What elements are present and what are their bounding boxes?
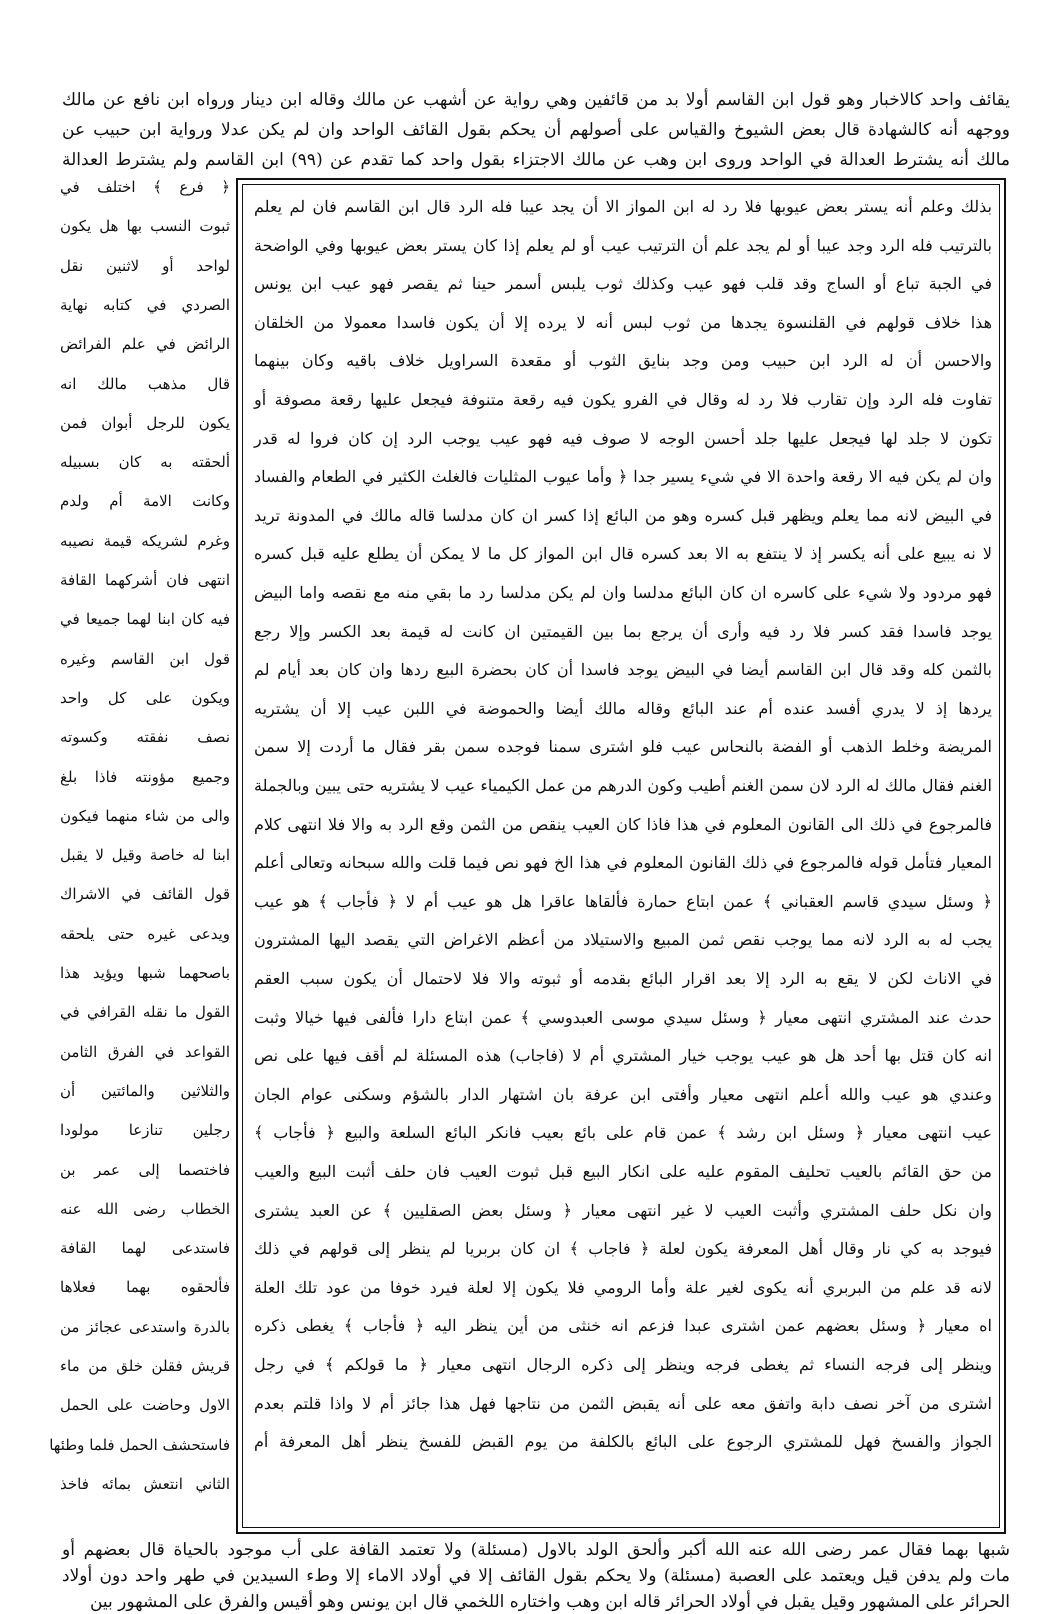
- commentary-line: وعندي هو عيب والله أعلم انتهى معيار وأفتى ابن عرفة بان اشتهار الدار بالشؤم وسكنى عوام الجان: [254, 1084, 992, 1104]
- commentary-line: ﴿ وسئل سيدي قاسم العقباني ﴾ عمن ابتاع حمارة فألقاها عاقرا هل هو عيب أم لا ﴿ فأجاب ﴾ هو عيب: [254, 891, 992, 911]
- margin-line: قول ابن القاسم وغيره: [60, 649, 230, 668]
- commentary-line: عيب انتهى معيار ﴿ وسئل ابن رشد ﴾ عمن قام على بائع بعيب فانكر البائع السلعة والبيع ﴿ فأجاب ﴾: [254, 1123, 992, 1143]
- margin-line: ألحقته به كان بسبيله: [60, 453, 230, 472]
- margin-line: ثبوت النسب بها هل يكون: [60, 217, 230, 236]
- commentary-line: فالمرجوع في ذلك الى القانون المعلوم في هذا فاذا كان العيب ينقص من الثمن وقع الرد به والا فلا انتهى كلام: [254, 814, 993, 834]
- margin-line: يكون للرجل أبوان فمن: [60, 413, 230, 432]
- margin-line: والثلاثين والمائتين أن: [60, 1081, 230, 1100]
- margin-line: الصردي في كتابه نهاية: [60, 295, 230, 314]
- commentary-line: وان نكل حلف المشتري وأثبت العيب لا غير انتهى معيار ﴿ وسئل بعض الصقليين ﴾ عن العبد يشترى: [254, 1200, 993, 1220]
- commentary-line: لا نه يبيع على أنه يكسر إذ لا ينتفع به الا بعد كسره قال ابن المواز كل ما لا يمكن أن يطلع عليه قبل كسره: [254, 544, 992, 564]
- top-text-line-1: يقائف واحد كالاخبار وهو قول ابن القاسم أولا بد من قائفين وهي رواية عن أشهب عن مالك وقاله ابن دينار ورواه ابن نافع عن مالك: [62, 90, 1010, 110]
- commentary-line: اشترى من آخر نصف دابة واتفق معه على أنه يقبض الثمن من نتاجها فهل هذا جائز أم لا واذا قلتم بعدم: [254, 1393, 992, 1413]
- margin-line: رجلين تنازعا مولودا: [60, 1121, 230, 1140]
- top-text-line-2: ووجهه أنه كالشهادة قال بعض الشيوخ والقياس على أصولهم أن يحكم بقول القائف الواحد وان لم يكن عدلا ورواية ابن حبيب عن: [62, 120, 1010, 140]
- margin-line: قول القائف في الاشراك: [60, 885, 230, 904]
- commentary-line: هذا خلاف قولهم في القلنسوة يجدها من ثوب لبس أنه لا يرده إلا أن يكون فاسدا معمولا من الخلقان: [254, 312, 993, 332]
- commentary-line: يجب له به الرد لانه مما يوجب نقص ثمن المبيع والاستيلاد من أعظم الاغراض التي يقصد اليها المشترون: [254, 930, 993, 950]
- bottom-text-line-1: شبها بهما فقال عمر رضى الله عنه الله أكبر وألحق الولد بالاول (مسئلة) ولا تعتمد القافة على أب موجود بالحياة قال بعضهم أو: [62, 1540, 1010, 1560]
- margin-line: انتهى فان أشركهما القافة: [60, 571, 230, 589]
- commentary-line: وينظر إلى فرجه النساء ثم يغطى فرجه وينظر إلى ذكره الرجال انتهى معيار ﴿ ما قولكم ﴾ في رجل: [254, 1355, 992, 1374]
- margin-line: الرائض في علم الفرائض: [60, 335, 230, 354]
- commentary-line: فهو مردود ولا شيء على كاسره ان كان البائع مدلسا وان لم يكن مدلسا رد ما بقي منه مع نقصه واما البيض: [254, 583, 993, 602]
- margin-line: والى من شاء منهما فيكون: [60, 806, 230, 825]
- margin-line: فاستحشف الحمل فلما وطئها: [49, 1435, 230, 1454]
- commentary-line: بذلك وعلم أنه يستر بعض عيوبها فلا رد له ابن المواز الا أن يجد عيبا فله الرد قال ابن القاسم فان لم يعلم: [254, 197, 992, 216]
- top-text-line-3: مالك أنه يشترط العدالة في الواحد وروى ابن وهب عن مالك الاجتزاء بقول واحد كما تقدم عن (٩٩) ابن القاسم ولم يشترط العدالة: [62, 150, 1010, 170]
- commentary-line: فيوجد به كي نار وقال أهل المعرفة يكون لعلة ﴿ فاجاب ﴾ ان كان بربريا لم ينظر إلى قولهم في ذلك: [254, 1239, 992, 1259]
- margin-line: الاول وحاضت على الحمل: [60, 1396, 230, 1415]
- margin-line: فألحقوه بهما فعلاها: [60, 1278, 230, 1297]
- commentary-line: في الاناث لكن لا يقع به الرد إلا بعد اقرار البائع بقدمه أو ثبوته والا فلا لاحتمال أن يكون سبب العقم: [254, 969, 992, 988]
- commentary-line: لانه قد علم من البربري أنه يكوى لغير علة وأما الرومي فلا يكون إلا لعلة فيرد خوفا من عود تلك العلة: [254, 1277, 992, 1297]
- commentary-line: بالثمن كله وقد قال ابن القاسم أيضا في البيض يوجد فاسدا أن كان بحضرة البيع ردها وان كان بعد أيام لم: [254, 660, 992, 680]
- margin-line: القواعد في الفرق الثامن: [60, 1042, 230, 1061]
- margin-line: وجميع مؤونته فاذا بلغ: [60, 767, 230, 786]
- commentary-line: في البيض لانه مما يعلم ويظهر قبل كسره وهو من البائع إذا كسر ان كان مدلسا قاله مالك في المدونة تريد: [254, 505, 992, 525]
- commentary-line: تكون لا جلد لها فيجعل عليها جلد أحسن الوجه لا صوف فيه فهو عيب يوجب الرد إن كان فروا له قدر: [254, 428, 992, 448]
- commentary-line: تفاوت فله الرد وإن تقارب فلا رد له وقال في الفرو يكون فيه رقعة متنوفة فيجعل عليها رقعة مصوفة أو: [254, 390, 992, 409]
- margin-line: فاختصما إلى عمر بن: [60, 1160, 230, 1179]
- commentary-line: الجواز والفسخ فهل للمشتري الرجوع على البائع بالكلفة من يوم القبض للفسخ ينظر أهل المعرفة أم: [254, 1432, 992, 1452]
- commentary-line: وان لم يكن فيه الا رقعة واحدة الا في شيء يسير جدا ﴿ وأما عيوب المثليات فالغلث الكثير في الطعام والفساد: [254, 467, 992, 487]
- margin-line: لواحد أو لاثنين نقل: [60, 256, 230, 275]
- commentary-line: حدث عند المشتري انتهى معيار ﴿ وسئل سيدي موسى العبدوسي ﴾ عمن ابتاع دارا فألفى فيها خيالا وثبت: [254, 1007, 992, 1027]
- commentary-line: اه معيار ﴿ وسئل بعضهم عمن اشترى عبدا فزعم انه خنثى من أين ينظر اليه ﴿ فأجاب ﴾ يغطى ذكره: [254, 1316, 992, 1336]
- margin-line: ﴿ فرع ﴾ اختلف في: [60, 178, 230, 196]
- commentary-line: المريضة وخلط الذهب أو الفضة بالنحاس عيب فلو اشترى سمنا فوجده سمن بقر فقال ما أردت إلا سمن: [254, 737, 992, 757]
- margin-line: ابنا له خاصة وقيل لا يقبل: [60, 846, 230, 865]
- commentary-line: من حق القائم بالعيب تحليف المقوم عليه على انكار البيع قبل ثبوت العيب فان حلف أثبت البيع والعيب: [254, 1162, 992, 1181]
- margin-line: باصحهما شبها ويؤيد هذا: [60, 964, 230, 982]
- commentary-line: يوجد فاسدا فقد كسر فلا رد فيه وأرى أن يرجع بما بين القيمتين ان كانت له قيمة بعد الكسر وإلا رجع: [254, 621, 993, 641]
- commentary-line: انه كان قتل بها أحد هل هو عيب يوجب خيار المشتري أم لا (فاجاب) هذه المسئلة لم أقف فيها على نص: [254, 1046, 992, 1066]
- margin-line: الخطاب رضى الله عنه: [60, 1199, 230, 1218]
- commentary-line: المعيار فتأمل قوله فالمرجوع في ذلك القانون المعلوم في هذا الخ فهو نص فيما قلت والله سبحانه وتعالى أعلم: [254, 853, 992, 873]
- commentary-line: الغنم فقال مالك له الرد لان سمن الغنم أطيب وكون الدرهم من عمل الكيمياء عيب لا يشتريه حتى يبين وبالجملة: [254, 776, 992, 795]
- commentary-line: يردها إذ لا يدري أفسد عنده أم عند البائع وقاله مالك أيضا والحموضة في اللبن عيب إلا أن يشتريه: [254, 698, 993, 718]
- bottom-text-line-2: مات ولم يدفن قيل ويعتمد على العصبة (مسئلة) ولا يحكم بقول القائف إلا في أولاد الاماء إلا وطء السيدين في طهر واحد دون أولاد: [62, 1566, 1010, 1586]
- margin-line: قال مذهب مالك انه: [60, 374, 230, 393]
- margin-line: بالدرة واستدعى عجائز من: [60, 1317, 230, 1336]
- margin-line: وغرم لشريكه قيمة نصيبه: [60, 531, 230, 550]
- bottom-text-line-3: الحرائر على المشهور وقيل يقبل في أولاد الحرائر قاله ابن وهب واختاره اللخمي قال ابن يونس وهو أقيس والفرق على المشهور بين: [89, 1592, 1010, 1612]
- margin-line: وكانت الامة أم ولدم: [60, 492, 230, 511]
- margin-line: نصف نفقته وكسوته: [60, 728, 230, 747]
- margin-line: ويكون على كل واحد: [60, 688, 230, 707]
- margin-line: فاستدعى لهما القافة: [60, 1239, 230, 1258]
- margin-line: القول ما نقله القرافي في: [60, 1003, 230, 1022]
- commentary-line: بالترتيب فله الرد وجد عيبا أو لم يجد علم أن الترتيب عيب أو لم يعلم إذا كان يستر بعض عيوبها وفي الواضحة: [254, 235, 993, 255]
- commentary-line: والاحسن أن له الرد ابن حبيب ومن وجد بنايق الثوب أو مقعدة السراويل خلاف باقيه وكان بينهما: [254, 351, 992, 371]
- commentary-line: في الجبة تباع أو الساج وقد قلب فهو عيب وكذلك ثوب يلبس أسمر حينا ثم يقصر فهو عيب ابن يونس: [254, 274, 992, 294]
- margin-line: ويدعى غيره حتى يلحقه: [60, 924, 230, 943]
- margin-line: الثاني انتعش بمائه فاخذ: [60, 1474, 230, 1493]
- margin-line: فيه كان ابنا لهما جميعا في: [60, 610, 230, 629]
- margin-line: قريش فقلن خلق من ماء: [60, 1357, 230, 1375]
